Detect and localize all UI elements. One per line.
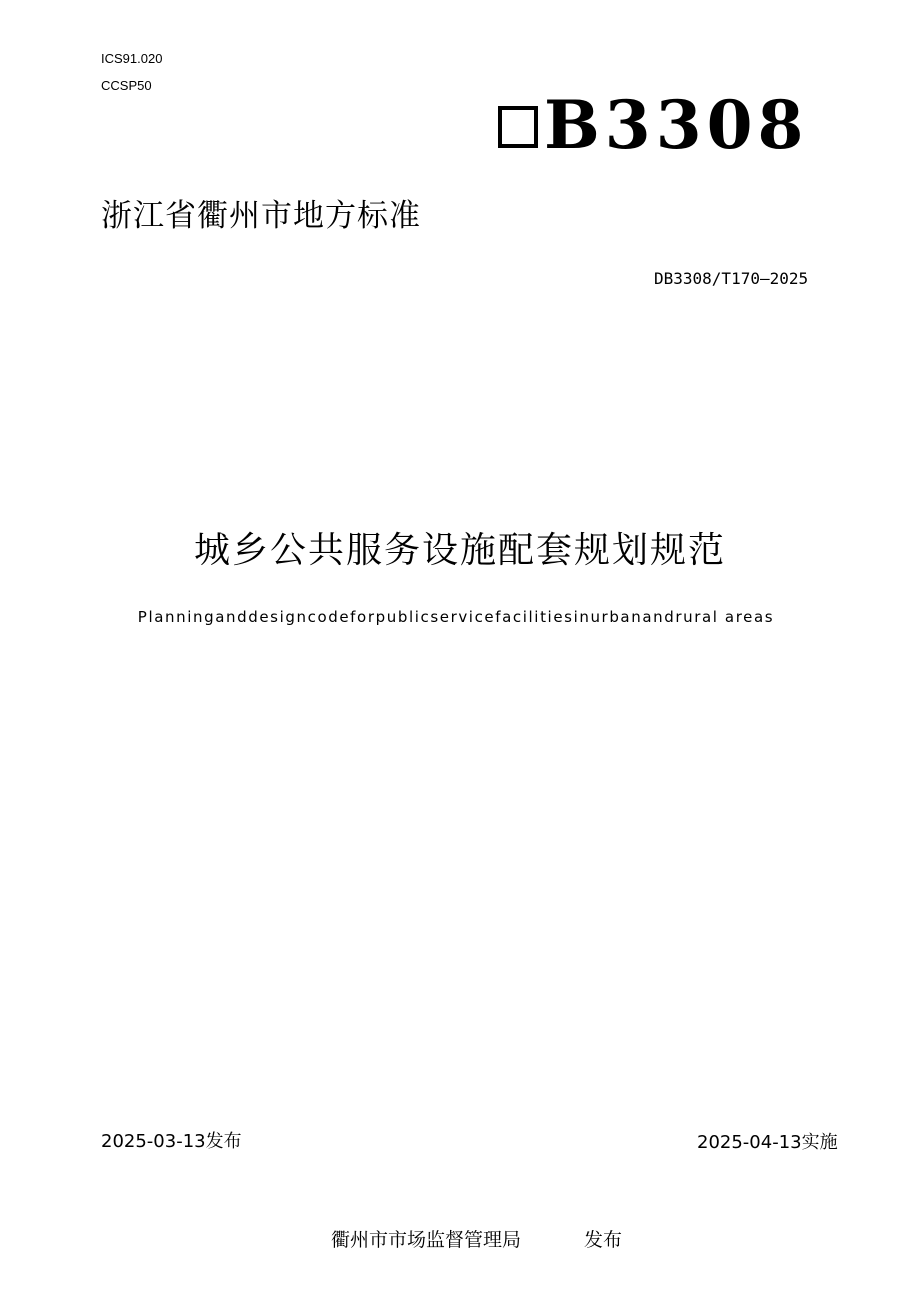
- document-title-english: Planninganddesigncodeforpublicservicefacilitiesinurbanandrural areas: [137, 608, 775, 626]
- implementation-date: 2025-04-13实施: [697, 1132, 838, 1153]
- ccs-code: CCSP50: [101, 78, 152, 93]
- standard-number: DB3308/T170—2025: [654, 269, 809, 288]
- publish-date: 2025-03-13发布: [101, 1131, 242, 1152]
- logo-text: B3308: [544, 86, 809, 164]
- issuing-authority: 衢州市市场监督管理局: [331, 1229, 522, 1251]
- document-title: 城乡公共服务设施配套规划规范: [193, 530, 726, 571]
- standard-logo: [498, 88, 808, 162]
- issue-label: 发布: [584, 1229, 623, 1251]
- standard-type-label: 浙江省衢州市地方标准: [101, 198, 421, 234]
- logo-box-icon: [498, 106, 538, 148]
- ics-code: ICS91.020: [101, 51, 163, 66]
